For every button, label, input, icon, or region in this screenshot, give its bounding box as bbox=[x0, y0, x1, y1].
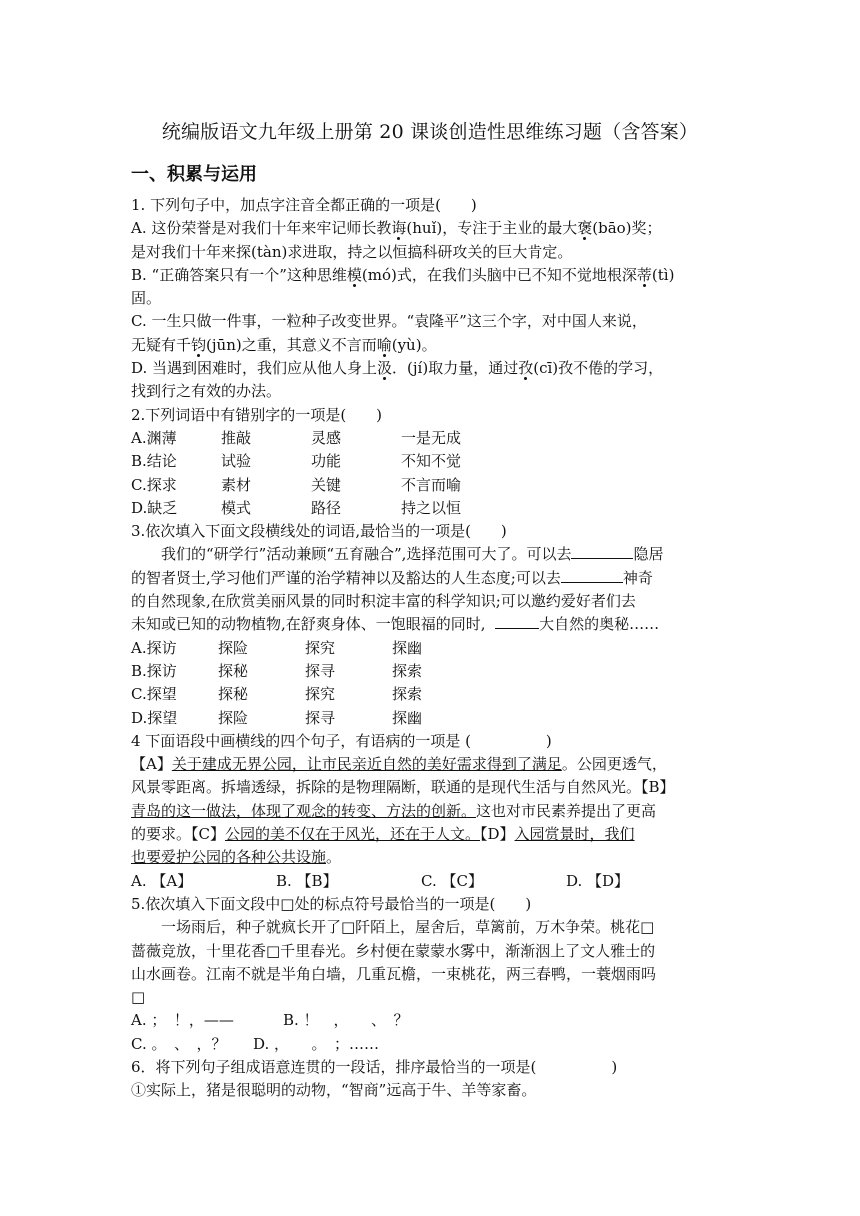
q1-option-d-line2: 找到行之有效的办法。 bbox=[131, 382, 282, 401]
q3-passage-line3: 的自然现象,在欣赏美丽风景的同时积淀丰富的科学知识;可以邀约爱好者们去 bbox=[131, 592, 636, 611]
q5-options-row2 bbox=[131, 1033, 731, 1056]
q1-option-b-line2: 固。 bbox=[131, 289, 162, 308]
q5-passage-line3: 山水画卷。江南不就是半角白墙，几重瓦檐，一束桃花，两三春鸭，一蓑烟雨吗 bbox=[131, 964, 657, 983]
fill-blank[interactable] bbox=[495, 614, 539, 629]
q5-option-c[interactable]: C. 。 、 ，？ bbox=[131, 1034, 227, 1053]
q2-stem: 2.下列词语中有错别字的一项是( ) bbox=[131, 405, 383, 424]
q4-passage-line1: 【A】关于建成无界公园，让市民亲近自然的美好需求得到了满足。公园更透气， bbox=[131, 755, 667, 774]
q3-passage-line2: 的智者贤士,学习他们严谨的治学精神以及豁达的人生态度;可以去 神奇 bbox=[131, 568, 653, 587]
document-title: 统编版语文九年级上册第 20 课谈创造性思维练习题（含答案） bbox=[161, 121, 699, 143]
q1-option-c-line2: 无疑有千钧(jūn)之重，其意义不言而喻(yù)。 bbox=[131, 335, 437, 354]
q3-stem: 3.依次填入下面文段横线处的词语,最恰当的一项是( ) bbox=[131, 522, 507, 541]
q3-passage-line4: 未知或已知的动物植物,在舒爽身体、一饱眼福的同时, 大自然的奥秘…… bbox=[131, 615, 660, 634]
q4-option-a[interactable]: A. 【A】 bbox=[131, 871, 193, 890]
q1-option-a-line1: A. 这份荣誉是对我们十年来牢记师长教诲(huǐ)，专注于主业的最大褒(bāo)奖； bbox=[131, 219, 662, 238]
q1-option-a-line2: 是对我们十年来探(tàn)求进取，持之以恒搞科研攻关的巨大肯定。 bbox=[131, 242, 573, 261]
q5-passage-line4: □ bbox=[131, 988, 146, 1007]
q4-passage-line3: 青岛的这一做法，体现了观念的转变、方法的创新。这也对市民素养提出了更高 bbox=[131, 801, 657, 820]
q5-passage-line2: 蔷薇竞放，十里花香□千里春光。乡村便在蒙蒙水雾中，渐渐洇上了文人雅士的 bbox=[131, 941, 656, 960]
q1-option-c-line1: C. 一生只做一件事，一粒种子改变世界。“袁隆平”这三个字，对中国人来说， bbox=[131, 312, 647, 331]
q3-passage-line1: 我们的“研学行”活动兼顾“五育融合”,选择范围可大了。可以去 隐居 bbox=[161, 545, 664, 564]
q1-option-b-line1: B. “正确答案只有一个”这种思维模(mó)式，在我们头脑中已不知不觉地根深蒂(tì) bbox=[131, 265, 675, 284]
q6-sentence-1: ①实际上，猪是很聪明的动物，“智商”远高于牛、羊等家畜。 bbox=[131, 1081, 537, 1100]
q2-option-a: A.渊薄 推敲 灵感 一是无成 bbox=[131, 428, 462, 447]
q3-option-b: B.探访 探秘 探寻 探索 bbox=[131, 661, 423, 680]
q4-option-c[interactable]: C. 【C】 bbox=[421, 871, 483, 890]
q5-option-b[interactable]: B. ！ ， 、 ？ bbox=[283, 1011, 409, 1030]
q4-option-b[interactable]: B. 【B】 bbox=[276, 871, 338, 890]
q5-option-d[interactable]: D. ， 。 ；…… bbox=[253, 1034, 380, 1053]
document-body bbox=[131, 194, 731, 1103]
q1-option-d-line1: D. 当遇到困难时，我们应从他人身上汲．(jí)取力量，通过孜(cī)孜不倦的学习， bbox=[131, 359, 664, 378]
fill-blank[interactable] bbox=[571, 544, 633, 559]
q2-option-d: D.缺乏 模式 路径 持之以恒 bbox=[131, 498, 462, 517]
q2-option-c: C.探求 素材 关键 不言而喻 bbox=[131, 475, 462, 494]
q3-option-a: A.探访 探险 探究 探幽 bbox=[131, 638, 423, 657]
q3-option-d: D.探望 探险 探寻 探幽 bbox=[131, 708, 423, 727]
fill-blank[interactable] bbox=[561, 568, 623, 583]
q4-passage-line5: 也要爱护公园的各种公共设施。 bbox=[131, 848, 342, 867]
q5-option-a[interactable]: A. ； ！，—— bbox=[131, 1011, 234, 1030]
q5-stem: 5.依次填入下面文段中□处的标点符号最恰当的一项是( ) bbox=[131, 894, 532, 913]
q4-passage-line4: 的要求。【C】公园的美不仅在于风光，还在于人文。【D】入园赏景时，我们 bbox=[131, 825, 635, 844]
q4-options bbox=[131, 870, 731, 893]
q1-stem: 1. 下列句子中，加点字注音全都正确的一项是( ) bbox=[131, 196, 477, 214]
q5-passage-line1: 一场雨后，种子就疯长开了□阡陌上，屋舍后，草篱前，万木争荣。桃花□ bbox=[161, 918, 655, 937]
q4-passage-line2: 风景零距离。拆墙透绿，拆除的是物理隔断，联通的是现代生活与自然风光。【B】 bbox=[131, 778, 675, 797]
q4-stem: 4 下面语段中画横线的四个句子，有语病的一项是 ( ) bbox=[131, 731, 552, 750]
q5-options-row1 bbox=[131, 1009, 731, 1032]
q4-option-d[interactable]: D. 【D】 bbox=[566, 871, 630, 890]
q6-stem: 6．将下列句子组成语意连贯的一段话，排序最恰当的一项是( ) bbox=[131, 1057, 618, 1076]
q2-option-b: B.结论 试验 功能 不知不觉 bbox=[131, 452, 462, 471]
q3-option-c: C.探望 探秘 探究 探索 bbox=[131, 685, 423, 704]
section-heading: 一、积累与运用 bbox=[131, 164, 257, 185]
